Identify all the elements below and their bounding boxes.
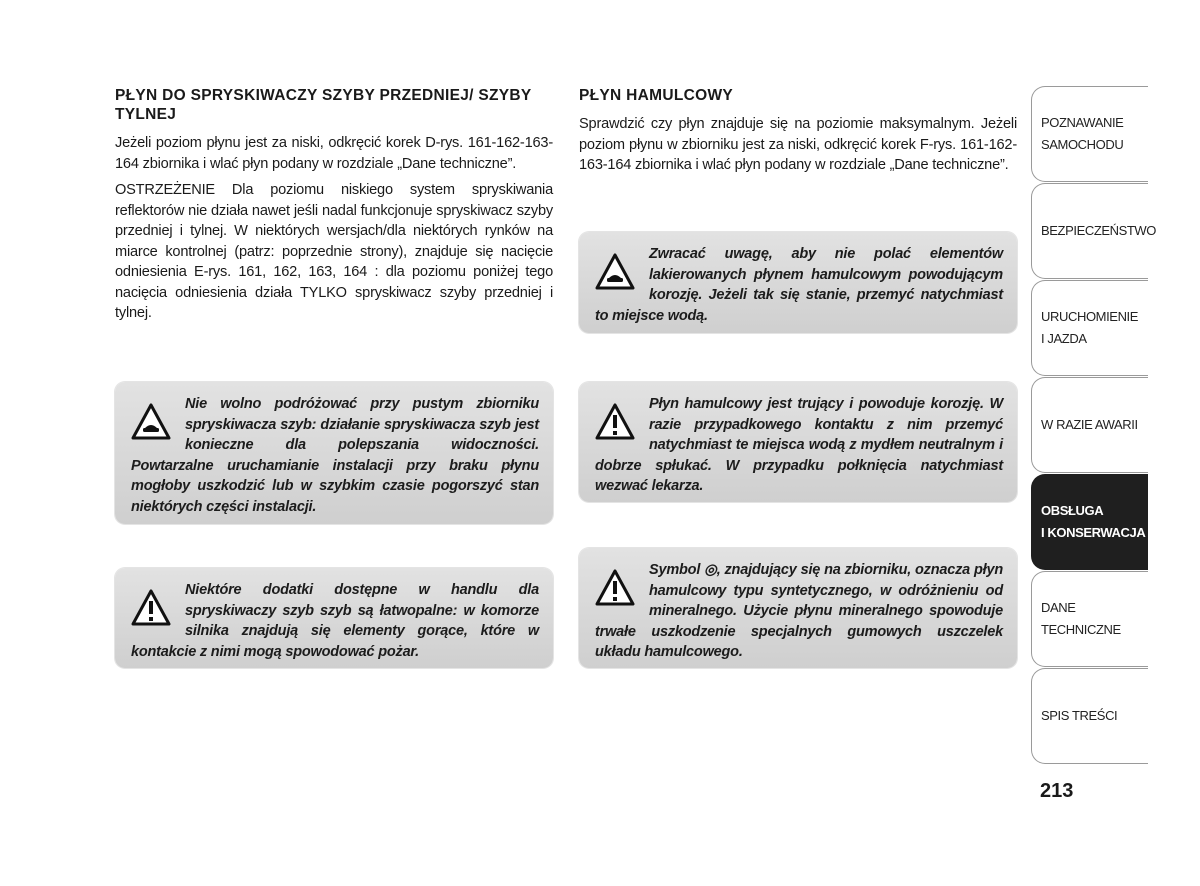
tab-poznawanie-samochodu[interactable] xyxy=(1031,86,1148,182)
warning-text: Płyn hamulcowy jest trujący i powoduje korozję. W razie przypadkowego kontaktu z nim przemyć natychmiast te miejsca wodą z mydłem neutralnym i dobrze spłukać. W przypadku połknięcia natychmiast wezwać lekarza. xyxy=(595,396,1003,494)
tab-label: DANE TECHNICZNE xyxy=(1041,600,1121,637)
warning-text: Symbol ◎, znajdujący się na zbiorniku, oznacza płyn hamulcowy typu syntetycznego, w odróżnieniu od mineralnego. Użycie płynu mineralnego spowoduje trwałe uszkodzenie specjalnych gumowych uszczelek układu hamulcowego. xyxy=(595,562,1003,660)
car-warning-icon xyxy=(595,252,635,292)
page-number: 213 xyxy=(1040,780,1074,802)
tab-label: SPIS TREŚCI xyxy=(1041,708,1118,723)
tab-spis-tresci[interactable] xyxy=(1031,668,1148,764)
tab-label: W RAZIE AWARII xyxy=(1041,417,1138,432)
tab-obsluga-i-konserwacja[interactable] xyxy=(1031,474,1148,570)
warning-text: Niektóre dodatki dostępne w handlu dla spryskiwaczy szyb szyb są łatwopalne: w komorze silnika znajdują się elementy gorące, które w kontakcie z nimi mogą spowodować pożar. xyxy=(131,582,539,660)
chapter-tabs xyxy=(1031,86,1157,765)
brake-fluid-paragraph: Sprawdzić czy płyn znajduje się na poziomie maksymalnym. Jeżeli poziom płynu w zbiorniku jest za niski, odkręcić korek F-rys. 161-162-163-164 zbiornika i wlać płyn podany w rozdziale „Dane techniczne”. xyxy=(579,116,1017,173)
warning-box-toxic xyxy=(579,382,1017,502)
left-column xyxy=(115,86,553,330)
washer-fluid-paragraph: Jeżeli poziom płynu jest za niski, odkręcić korek D-rys. 161-162-163-164 zbiornika i wlać płyn podany w rozdziale „Dane techniczne”. xyxy=(115,135,553,172)
tab-label: URUCHOMIENIE I JAZDA xyxy=(1041,309,1139,346)
tab-w-razie-awarii[interactable] xyxy=(1031,377,1148,473)
tab-label: BEZPIECZEŃSTWO xyxy=(1041,223,1157,238)
tab-label: OBSŁUGA I KONSERWACJA xyxy=(1041,503,1146,540)
warning-box-paint xyxy=(579,232,1017,333)
tab-uruchomienie-i-jazda[interactable] xyxy=(1031,280,1148,376)
brake-fluid-heading: PŁYN HAMULCOWY xyxy=(579,87,734,104)
warning-box-flammable xyxy=(115,568,553,668)
warning-triangle-icon xyxy=(131,588,171,628)
warning-triangle-icon xyxy=(595,402,635,442)
washer-fluid-heading: PŁYN DO SPRYSKIWACZY SZYBY PRZEDNIEJ/ SZYBY TYLNEJ xyxy=(115,87,532,123)
warning-triangle-icon xyxy=(595,568,635,608)
warning-text: Zwracać uwagę, aby nie polać elementów lakierowanych płynem hamulcowym powodującym korozję. Jeżeli tak się stanie, przemyć natychmiast to miejsce wodą. xyxy=(595,246,1003,324)
washer-warning-paragraph: OSTRZEŻENIE Dla poziomu niskiego system spryskiwania reflektorów nie działa nawet jeśli nadal funkcjonuje spryskiwacz szyby przedniej i tylnej. W niektórych wersjach/dla niektórych rynków na miarce kontrolnej (patrz: poprzednie strony), znajduje się nacięcie odniesienia E-rys. 161, 162, 163, 164 : dla poziomu poniżej tego nacięcia odniesienia działa TYLKO spryskiwacz szyby przedniej i tylnej. xyxy=(115,182,553,321)
middle-column xyxy=(579,86,1017,182)
tab-bezpieczenstwo[interactable] xyxy=(1031,183,1157,279)
warning-text: Nie wolno podróżować przy pustym zbiorniku spryskiwacza szyb: działanie spryskiwacza szyb jest konieczne dla polepszania widoczności. Powtarzalne uruchamianie instalacji przy braku płynu mogłoby uszkodzić lub w szybkim czasie pogorszyć stan niektórych części instalacji. xyxy=(131,396,539,515)
tab-dane-techniczne[interactable] xyxy=(1031,571,1148,667)
warning-box-synthetic xyxy=(579,548,1017,668)
tab-label: POZNAWANIE SAMOCHODU xyxy=(1041,115,1124,152)
car-warning-icon xyxy=(131,402,171,442)
warning-box-empty-washer xyxy=(115,382,553,524)
